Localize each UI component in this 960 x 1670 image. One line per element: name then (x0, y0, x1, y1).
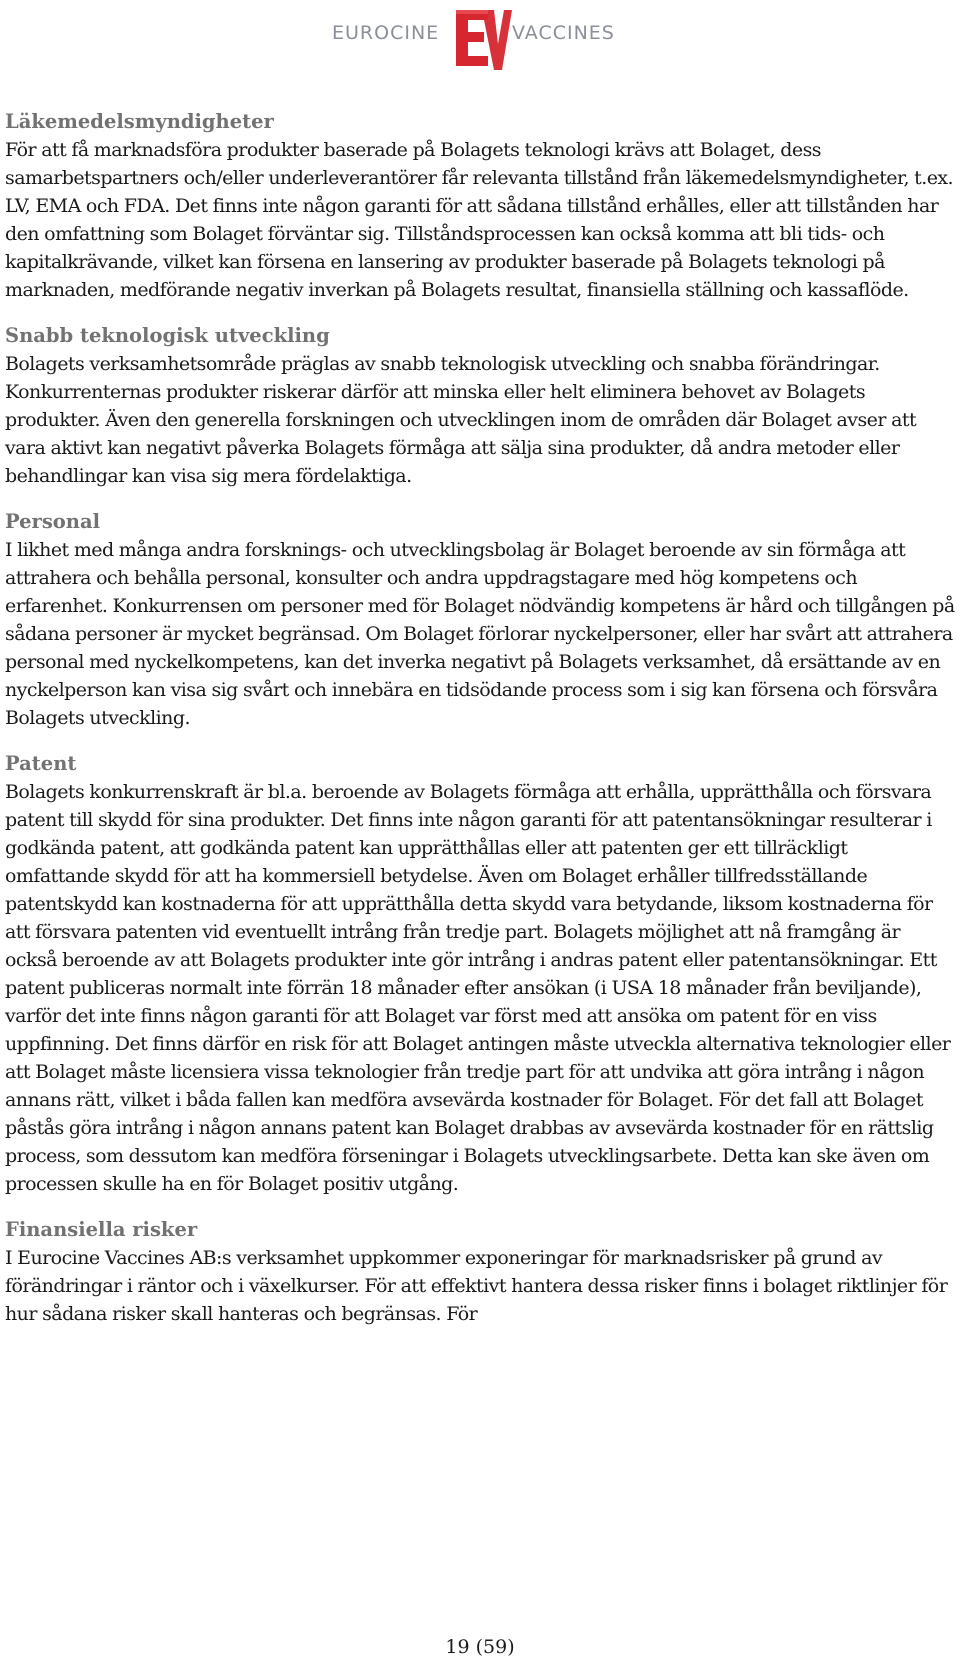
document-body (5, 108, 955, 1328)
section-finansiella-risker (5, 1216, 955, 1328)
section-text: I likhet med många andra forsknings- och utvecklingsbolag är Bolaget beroende av sin förmåga att attrahera och behålla personal, konsulter och andra uppdragstagare med hög kompetens och erfarenhet. Konkurrensen om personer med för Bolaget nödvändig kompetens är hård och tillgången på sådana personer är mycket begränsad. Om Bolaget förlorar nyckelpersoner, eller har svårt att attrahera personal med nyckelkompetens, kan det inverka negativt på Bolagets verksamhet, då ersättande av en nyckelperson kan visa sig svårt och innebära en tidsödande process som i sig kan försena och försvåra Bolagets utveckling. (5, 539, 955, 729)
company-logo (330, 4, 630, 72)
section-text: Bolagets konkurrenskraft är bl.a. beroende av Bolagets förmåga att erhålla, upprätthålla och försvara patent till skydd för sina produkter. Det finns inte någon garanti för att patentansökningar resulterar i godkända patent, att godkända patent kan upprätthållas eller att patenten ger ett tillräckligt omfattande skydd för att ha kommersiell betydelse. Även om Bolaget erhåller tillfredsställande patentskydd kan kostnaderna för att upprätthålla detta skydd vara betydande, liksom kostnaderna för att försvara patenten vid eventuellt intrång från tredje part. Bolagets möjlighet att nå framgång är också beroende av att Bolagets produkter inte gör intrång i andras patent eller patentansökningar. Ett patent publiceras normalt inte förrän 18 månader efter ansökan (i USA 18 månader från beviljande), varför det inte finns någon garanti för att Bolaget var först med att ansöka om patent för en viss uppfinning. Det finns därför en risk för att Bolaget antingen måste utveckla alternativa teknologier eller att Bolaget måste licensiera vissa teknologier från tredje part för att undvika att göra intrång i någon annans rätt, vilket i båda fallen kan medföra avsevärda kostnader för Bolaget. För det fall att Bolaget påstås göra intrång i någon annans patent kan Bolaget drabbas av avsevärda kostnader för en rättslig process, som dessutom kan medföra förseningar i Bolagets utvecklingsarbete. Detta kan ske även om processen skulle ha en för Bolaget positiv utgång. (5, 781, 951, 1195)
page-number: 19 (59) (445, 1636, 515, 1658)
section-heading: Snabb teknologisk utveckling (5, 324, 330, 347)
section-personal (5, 508, 955, 732)
page-header (0, 0, 960, 80)
section-text: För att få marknadsföra produkter baserade på Bolagets teknologi krävs att Bolaget, dess samarbetspartners och/eller underleverantörer får relevanta tillstånd från läkemedelsmyndigheter, t.ex. LV, EMA och FDA. Det finns inte någon garanti för att sådana tillstånd erhålles, eller att tillstånden har den omfattning som Bolaget förväntar sig. Tillståndsprocessen kan också komma att bli tids- och kapitalkrävande, vilket kan försena en lansering av produkter baserade på Bolagets teknologi på marknaden, medförande negativ inverkan på Bolagets resultat, finansiella ställning och kassaflöde. (5, 139, 954, 301)
section-text: Bolagets verksamhetsområde präglas av snabb teknologisk utveckling och snabba förändringar. Konkurrenternas produkter riskerar därför att minska eller helt eliminera behovet av Bolagets produkter. Även den generella forskningen och utvecklingen inom de områden där Bolaget avser att vara aktivt kan negativt påverka Bolagets förmåga att sälja sina produkter, då andra metoder eller behandlingar kan visa sig mera fördelaktiga. (5, 353, 917, 487)
logo-text-eurocine: EUROCINE (332, 22, 440, 44)
section-patent (5, 750, 955, 1198)
section-lakemedelsmyndigheter (5, 108, 955, 304)
logo-text-vaccines: VACCINES (512, 22, 615, 44)
section-heading: Personal (5, 510, 101, 533)
section-heading: Läkemedelsmyndigheter (5, 110, 274, 133)
section-heading: Finansiella risker (5, 1218, 198, 1241)
eurocine-ev-logo-icon (448, 4, 514, 72)
section-heading: Patent (5, 752, 77, 775)
section-snabb-teknologisk-utveckling (5, 322, 955, 490)
section-text: I Eurocine Vaccines AB:s verksamhet uppkommer exponeringar för marknadsrisker på grund av förändringar i räntor och i växelkurser. För att effektivt hantera dessa risker finns i bolaget riktlinjer för hur sådana risker skall hanteras och begränsas. För (5, 1247, 948, 1325)
